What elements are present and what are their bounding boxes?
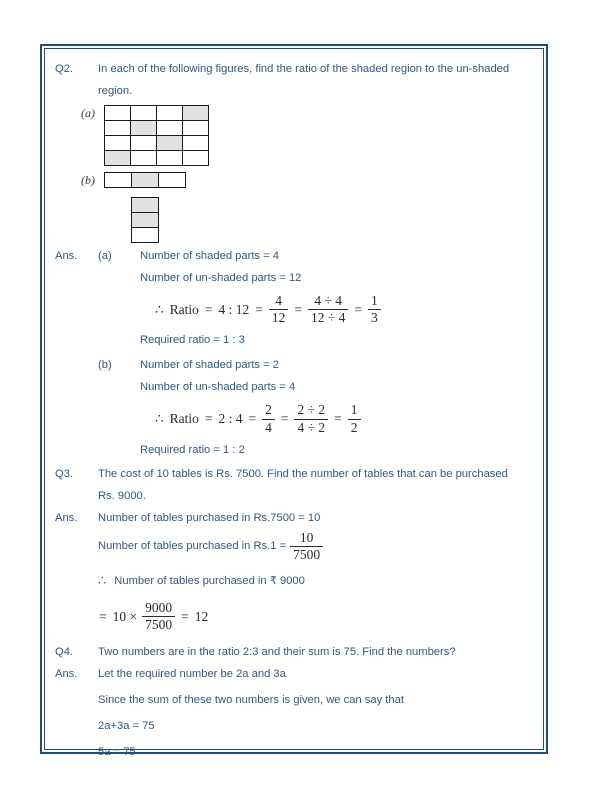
ans4-line3: 2a+3a = 75 [98,720,155,733]
q2-question-line2: region. [98,85,133,97]
fraction-3b-numerator: 1 [350,402,358,418]
figure-b-block [55,166,535,231]
tshape-top-cell-1 [104,172,132,188]
equals-4a: = [354,301,363,317]
ans2-tag: Ans. [55,250,78,262]
multiplier-10: 10 × [112,608,138,624]
ans2-part-b-body [140,354,535,398]
fraction-1a-numerator: 4 [275,293,282,308]
ans3-line2 [98,529,535,562]
ans2a-math-expression [98,289,535,329]
equals-4b: = [334,411,342,427]
figure-b-row [81,172,535,231]
tshape-stem-cell-1 [131,197,159,213]
grid-cell-r1c1 [105,106,131,121]
ans3-body [98,507,535,637]
ratio-label-a: Ratio [169,301,199,317]
ans2b-line1: Number of shaded parts = 2 [140,359,279,372]
answer-q4 [55,663,535,763]
ans2-part-a [98,245,535,289]
ans4-tag: Ans. [55,668,78,681]
tshape-top-cell-3 [158,172,186,188]
figure-a-label: (a) [81,106,95,120]
equals-2b: = [248,411,257,427]
equals-1b: = [204,411,213,427]
grid-cell-r2c2 [131,121,157,136]
fraction-3a-denominator: 3 [368,309,381,325]
fraction-3a [368,294,381,325]
ans4-body [98,663,535,763]
ratio-label-b: Ratio [169,411,199,427]
figure-b-label: (b) [81,173,95,187]
ans4-line4: 5a = 75 [98,746,136,759]
document-content [45,49,543,759]
fraction-7500-denominator: 7500 [290,546,323,562]
grid-cell-r1c2 [131,106,157,121]
page-frame-inner [44,48,544,759]
fraction-1b-denominator: 4 [262,419,275,435]
figure-a-row [81,105,535,166]
equals-2a: = [255,301,263,317]
grid-cell-r2c1 [105,121,131,136]
grid-cell-r2c4 [183,121,209,136]
ans2-part-b-label: (b) [98,359,112,372]
equals-3b: = [280,411,289,427]
q4-tag: Q4. [55,646,74,659]
fraction-3b [348,403,361,434]
grid-cell-r3c2 [131,136,157,151]
answer-q3 [55,507,535,637]
tshape-stem-cell-3 [131,227,159,243]
ans2b-required-ratio: Required ratio = 1 : 2 [140,443,245,456]
fraction-2a-numerator: 4 ÷ 4 [314,293,343,308]
equals-3a: = [294,301,302,317]
question-q3 [55,461,535,507]
ans3-line4-math [98,592,535,636]
ans3-tag: Ans. [55,511,78,524]
grid-cell-r4c4 [183,151,209,166]
fraction-3b-denominator: 2 [348,419,361,435]
fraction-1b-numerator: 2 [265,402,272,418]
fraction-2b-denominator: 4 ÷ 2 [294,419,328,435]
fraction-9000-numerator: 9000 [145,600,173,616]
grid-cell-r3c4 [183,136,209,151]
ans2b-line2: Number of un-shaded parts = 4 [140,381,296,394]
ans2a-line2: Number of un-shaded parts = 12 [140,272,302,284]
grid-cell-r4c3 [157,151,183,166]
fraction-10-over-7500 [290,531,323,562]
fraction-2b [294,403,328,434]
q4-body [98,641,535,663]
fraction-1a [269,294,289,325]
grid-cell-r3c3 [157,136,183,151]
grid-cell-r1c4 [183,106,209,121]
q3-result: 12 [194,608,209,624]
therefore-symbol-a: ∴ [155,301,164,317]
ans3-line3-text: Number of tables purchased in ₹ 9000 [114,575,305,588]
question-q2 [55,58,535,102]
figure-b-shape [104,172,184,231]
q3-question-line1: The cost of 10 tables is Rs. 7500. Find the number of tables that can be purchased [98,467,508,480]
q4-question-line1: Two numbers are in the ratio 2:3 and their sum is 75. Find the numbers? [98,646,456,659]
ans3-line2-prefix: Number of tables purchased in Rs.1 = [98,540,287,553]
grid-cell-r4c2 [131,151,157,166]
fraction-1b [262,403,275,434]
page-frame-outer [40,44,548,759]
q2-question-line1: In each of the following figures, find the ratio of the shaded region to the un-shaded [98,63,510,75]
fraction-2a-denominator: 12 ÷ 4 [308,309,348,325]
tshape-stem-cell-2 [131,212,159,228]
ans3-line1: Number of tables purchased in Rs.7500 = 10 [98,511,321,524]
q2-body [98,58,535,102]
equals-q3-2: = [181,608,189,624]
ans2a-line1: Number of shaded parts = 4 [140,250,279,262]
ratio-value-a: 4 : 12 [218,301,250,317]
q3-question-line2: Rs. 9000. [98,489,146,502]
figure-a-block [55,102,535,166]
answer-q2 [55,245,535,461]
fraction-2b-numerator: 2 ÷ 2 [297,402,326,418]
fraction-10-numerator: 10 [299,529,314,545]
ans2-part-a-body [140,245,535,289]
therefore-symbol-q3: ∴ [98,573,107,589]
q3-body [98,463,535,507]
ans2a-required-ratio: Required ratio = 1 : 3 [140,334,245,347]
ans2-body [98,245,535,461]
ans4-line1: Let the required number be 2a and 3a [98,668,286,681]
grid-cell-r3c1 [105,136,131,151]
equals-1a: = [204,301,213,317]
fraction-3a-numerator: 1 [371,293,378,308]
fraction-9000-over-7500 [142,601,175,632]
figure-a-grid [104,105,209,166]
equals-q3-1: = [99,608,107,624]
q2-tag: Q2. [55,63,74,75]
ans4-line2: Since the sum of these two numbers is given, we can say that [98,694,404,707]
ratio-value-b: 2 : 4 [218,411,243,427]
ans2-part-b [98,351,535,398]
ans2b-math-expression [98,398,535,438]
ans2-part-a-label: (a) [98,250,112,262]
tshape-top-cell-2 [131,172,159,188]
fraction-2a [308,294,348,325]
question-q4 [55,641,535,663]
fraction-1a-denominator: 12 [269,309,289,325]
therefore-symbol-b: ∴ [155,411,164,427]
grid-cell-r2c3 [157,121,183,136]
grid-cell-r4c1 [105,151,131,166]
fraction-7500-denominator-2: 7500 [142,616,175,632]
q3-tag: Q3. [55,467,74,480]
grid-cell-r1c3 [157,106,183,121]
ans3-line3 [98,562,535,592]
